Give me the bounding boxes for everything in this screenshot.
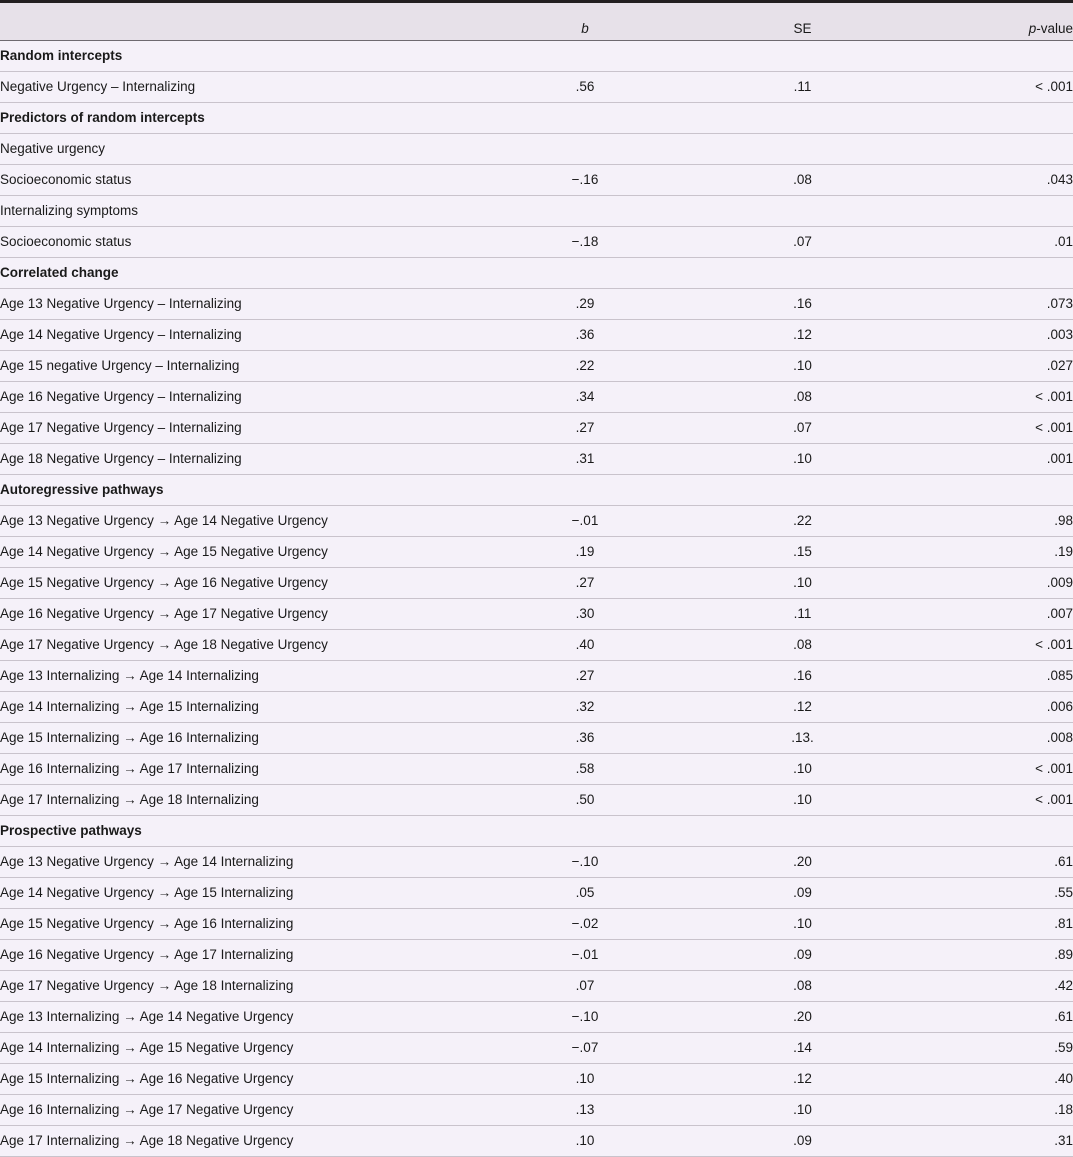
cell-standard-error: .11 xyxy=(690,599,915,630)
cell-label: Age 15 Negative Urgency → Age 16 Negative Urgency xyxy=(0,568,480,599)
cell-p-value: .043 xyxy=(915,165,1073,196)
cell-standard-error: .07 xyxy=(690,227,915,258)
cell-coefficient-b: −.07 xyxy=(480,1033,690,1064)
table-row xyxy=(0,940,1073,971)
cell-label: Socioeconomic status xyxy=(0,165,480,196)
table-body xyxy=(0,41,1073,1157)
cell-p-value: .027 xyxy=(915,351,1073,382)
table-row xyxy=(0,847,1073,878)
cell-label: Age 16 Negative Urgency – Internalizing xyxy=(0,382,480,413)
cell-label: Age 16 Negative Urgency → Age 17 Negative Urgency xyxy=(0,599,480,630)
cell-coefficient-b: −.10 xyxy=(480,1002,690,1033)
cell-coefficient-b xyxy=(480,816,690,847)
cell-label: Age 14 Negative Urgency → Age 15 Internalizing xyxy=(0,878,480,909)
cell-standard-error: .07 xyxy=(690,413,915,444)
cell-coefficient-b: .22 xyxy=(480,351,690,382)
cell-coefficient-b xyxy=(480,258,690,289)
table-row xyxy=(0,1064,1073,1095)
table-row xyxy=(0,661,1073,692)
cell-standard-error: .09 xyxy=(690,878,915,909)
cell-standard-error: .20 xyxy=(690,847,915,878)
cell-label: Age 16 Negative Urgency → Age 17 Internalizing xyxy=(0,940,480,971)
cell-standard-error: .10 xyxy=(690,444,915,475)
cell-p-value: .59 xyxy=(915,1033,1073,1064)
cell-p-value: < .001 xyxy=(915,382,1073,413)
table-row xyxy=(0,413,1073,444)
cell-p-value: .003 xyxy=(915,320,1073,351)
cell-coefficient-b xyxy=(480,475,690,506)
table-section-header-row xyxy=(0,475,1073,506)
cell-label: Age 15 Negative Urgency → Age 16 Internalizing xyxy=(0,909,480,940)
table-row xyxy=(0,444,1073,475)
header-row xyxy=(0,2,1073,41)
cell-p-value: .42 xyxy=(915,971,1073,1002)
cell-p-value: .61 xyxy=(915,1002,1073,1033)
cell-coefficient-b: .19 xyxy=(480,537,690,568)
table-section-header-row xyxy=(0,258,1073,289)
cell-standard-error: .10 xyxy=(690,351,915,382)
table-row xyxy=(0,289,1073,320)
cell-standard-error: .10 xyxy=(690,568,915,599)
cell-label: Age 14 Internalizing → Age 15 Negative Urgency xyxy=(0,1033,480,1064)
cell-p-value xyxy=(915,41,1073,72)
cell-p-value xyxy=(915,816,1073,847)
cell-standard-error: .12 xyxy=(690,1064,915,1095)
cell-p-value: .81 xyxy=(915,909,1073,940)
cell-coefficient-b: .30 xyxy=(480,599,690,630)
cell-label: Age 17 Negative Urgency → Age 18 Negative Urgency xyxy=(0,630,480,661)
cell-p-value: .89 xyxy=(915,940,1073,971)
cell-coefficient-b: −.18 xyxy=(480,227,690,258)
cell-coefficient-b xyxy=(480,41,690,72)
cell-label: Age 16 Internalizing → Age 17 Internalizing xyxy=(0,754,480,785)
cell-label: Correlated change xyxy=(0,258,480,289)
column-header-p-value xyxy=(915,2,1073,41)
cell-p-value: < .001 xyxy=(915,785,1073,816)
table-subsection-header-row xyxy=(0,196,1073,227)
cell-label: Autoregressive pathways xyxy=(0,475,480,506)
table-row xyxy=(0,165,1073,196)
cell-p-value: .007 xyxy=(915,599,1073,630)
cell-label: Random intercepts xyxy=(0,41,480,72)
cell-label: Age 16 Internalizing → Age 17 Negative Urgency xyxy=(0,1095,480,1126)
cell-coefficient-b: .13 xyxy=(480,1095,690,1126)
cell-coefficient-b xyxy=(480,134,690,165)
cell-p-value: .001 xyxy=(915,444,1073,475)
column-header-b xyxy=(480,2,690,41)
cell-p-value xyxy=(915,103,1073,134)
cell-p-value: .55 xyxy=(915,878,1073,909)
cell-standard-error: .08 xyxy=(690,630,915,661)
cell-standard-error: .16 xyxy=(690,289,915,320)
cell-coefficient-b: .27 xyxy=(480,413,690,444)
cell-p-value: < .001 xyxy=(915,754,1073,785)
cell-standard-error: .10 xyxy=(690,785,915,816)
cell-standard-error: .20 xyxy=(690,1002,915,1033)
cell-standard-error: .16 xyxy=(690,661,915,692)
cell-label: Age 13 Negative Urgency → Age 14 Internalizing xyxy=(0,847,480,878)
table-header xyxy=(0,2,1073,41)
table-row xyxy=(0,320,1073,351)
cell-p-value: < .001 xyxy=(915,72,1073,103)
cell-label: Predictors of random intercepts xyxy=(0,103,480,134)
cell-standard-error xyxy=(690,103,915,134)
cell-standard-error: .10 xyxy=(690,754,915,785)
table-row xyxy=(0,537,1073,568)
cell-coefficient-b: .05 xyxy=(480,878,690,909)
cell-label: Prospective pathways xyxy=(0,816,480,847)
cell-coefficient-b: .36 xyxy=(480,723,690,754)
cell-p-value xyxy=(915,475,1073,506)
cell-p-value: .40 xyxy=(915,1064,1073,1095)
cell-label: Internalizing symptoms xyxy=(0,196,480,227)
cell-label: Age 17 Internalizing → Age 18 Negative Urgency xyxy=(0,1126,480,1157)
cell-standard-error xyxy=(690,134,915,165)
cell-p-value xyxy=(915,258,1073,289)
column-header-se: SE xyxy=(690,2,915,41)
cell-coefficient-b: .34 xyxy=(480,382,690,413)
column-header-p-suffix: -value xyxy=(1036,21,1073,36)
cell-p-value: .009 xyxy=(915,568,1073,599)
table-row xyxy=(0,971,1073,1002)
table-row xyxy=(0,878,1073,909)
cell-standard-error: .10 xyxy=(690,1095,915,1126)
cell-coefficient-b xyxy=(480,103,690,134)
cell-coefficient-b xyxy=(480,196,690,227)
table-row xyxy=(0,227,1073,258)
table-row xyxy=(0,382,1073,413)
cell-label: Negative Urgency – Internalizing xyxy=(0,72,480,103)
cell-standard-error: .15 xyxy=(690,537,915,568)
cell-p-value xyxy=(915,196,1073,227)
table-row xyxy=(0,1002,1073,1033)
cell-label: Age 13 Internalizing → Age 14 Internalizing xyxy=(0,661,480,692)
table-row xyxy=(0,630,1073,661)
cell-p-value: .008 xyxy=(915,723,1073,754)
cell-p-value: .98 xyxy=(915,506,1073,537)
column-header-label xyxy=(0,2,480,41)
cell-label: Age 13 Negative Urgency – Internalizing xyxy=(0,289,480,320)
table-row xyxy=(0,599,1073,630)
cell-label: Age 15 Internalizing → Age 16 Internalizing xyxy=(0,723,480,754)
cell-label: Age 18 Negative Urgency – Internalizing xyxy=(0,444,480,475)
cell-label: Age 15 negative Urgency – Internalizing xyxy=(0,351,480,382)
cell-coefficient-b: .36 xyxy=(480,320,690,351)
table-row xyxy=(0,72,1073,103)
table-section-header-row xyxy=(0,41,1073,72)
cell-label: Age 14 Negative Urgency – Internalizing xyxy=(0,320,480,351)
cell-standard-error: .08 xyxy=(690,382,915,413)
cell-coefficient-b: −.01 xyxy=(480,506,690,537)
table-row xyxy=(0,506,1073,537)
cell-p-value: .31 xyxy=(915,1126,1073,1157)
cell-coefficient-b: −.10 xyxy=(480,847,690,878)
cell-label: Age 17 Negative Urgency – Internalizing xyxy=(0,413,480,444)
cell-label: Age 13 Negative Urgency → Age 14 Negative Urgency xyxy=(0,506,480,537)
cell-p-value: .073 xyxy=(915,289,1073,320)
table-row xyxy=(0,785,1073,816)
cell-label: Age 14 Internalizing → Age 15 Internalizing xyxy=(0,692,480,723)
cell-coefficient-b: −.02 xyxy=(480,909,690,940)
cell-coefficient-b: .56 xyxy=(480,72,690,103)
cell-p-value: .18 xyxy=(915,1095,1073,1126)
cell-standard-error: .14 xyxy=(690,1033,915,1064)
table-row xyxy=(0,568,1073,599)
cell-p-value: < .001 xyxy=(915,413,1073,444)
cell-coefficient-b: .50 xyxy=(480,785,690,816)
cell-label: Age 17 Internalizing → Age 18 Internalizing xyxy=(0,785,480,816)
cell-p-value: .006 xyxy=(915,692,1073,723)
cell-standard-error: .08 xyxy=(690,971,915,1002)
table-row xyxy=(0,1095,1073,1126)
cell-standard-error xyxy=(690,41,915,72)
cell-standard-error: .08 xyxy=(690,165,915,196)
cell-label: Age 15 Internalizing → Age 16 Negative Urgency xyxy=(0,1064,480,1095)
table-row xyxy=(0,723,1073,754)
table-section-header-row xyxy=(0,816,1073,847)
cell-label: Socioeconomic status xyxy=(0,227,480,258)
cell-p-value: < .001 xyxy=(915,630,1073,661)
cell-coefficient-b: .29 xyxy=(480,289,690,320)
cell-standard-error: .10 xyxy=(690,909,915,940)
cell-standard-error xyxy=(690,196,915,227)
cell-label: Age 17 Negative Urgency → Age 18 Internalizing xyxy=(0,971,480,1002)
cell-coefficient-b: −.16 xyxy=(480,165,690,196)
cell-p-value xyxy=(915,134,1073,165)
table-row xyxy=(0,351,1073,382)
cell-coefficient-b: .10 xyxy=(480,1126,690,1157)
cell-standard-error xyxy=(690,816,915,847)
cell-coefficient-b: .32 xyxy=(480,692,690,723)
cell-standard-error: .12 xyxy=(690,692,915,723)
cell-coefficient-b: .40 xyxy=(480,630,690,661)
cell-standard-error xyxy=(690,475,915,506)
cell-label: Age 13 Internalizing → Age 14 Negative Urgency xyxy=(0,1002,480,1033)
cell-coefficient-b: .07 xyxy=(480,971,690,1002)
cell-coefficient-b: .10 xyxy=(480,1064,690,1095)
cell-standard-error: .12 xyxy=(690,320,915,351)
cell-standard-error: .09 xyxy=(690,940,915,971)
table-row xyxy=(0,692,1073,723)
cell-standard-error: .11 xyxy=(690,72,915,103)
cell-p-value: .19 xyxy=(915,537,1073,568)
cell-coefficient-b: .27 xyxy=(480,661,690,692)
table-row xyxy=(0,754,1073,785)
cell-coefficient-b: .58 xyxy=(480,754,690,785)
cell-standard-error xyxy=(690,258,915,289)
cell-coefficient-b: .27 xyxy=(480,568,690,599)
cell-standard-error: .22 xyxy=(690,506,915,537)
cell-label: Age 14 Negative Urgency → Age 15 Negative Urgency xyxy=(0,537,480,568)
table-row xyxy=(0,909,1073,940)
cell-standard-error: .13. xyxy=(690,723,915,754)
cell-p-value: .01 xyxy=(915,227,1073,258)
cell-coefficient-b: −.01 xyxy=(480,940,690,971)
table-row xyxy=(0,1126,1073,1157)
cell-p-value: .61 xyxy=(915,847,1073,878)
column-header-b-text: b xyxy=(581,21,589,36)
column-header-p-italic: p xyxy=(1028,21,1037,36)
cell-coefficient-b: .31 xyxy=(480,444,690,475)
cell-label: Negative urgency xyxy=(0,134,480,165)
table-row xyxy=(0,1033,1073,1064)
table-section-header-row xyxy=(0,103,1073,134)
table-subsection-header-row xyxy=(0,134,1073,165)
cell-p-value: .085 xyxy=(915,661,1073,692)
cell-standard-error: .09 xyxy=(690,1126,915,1157)
